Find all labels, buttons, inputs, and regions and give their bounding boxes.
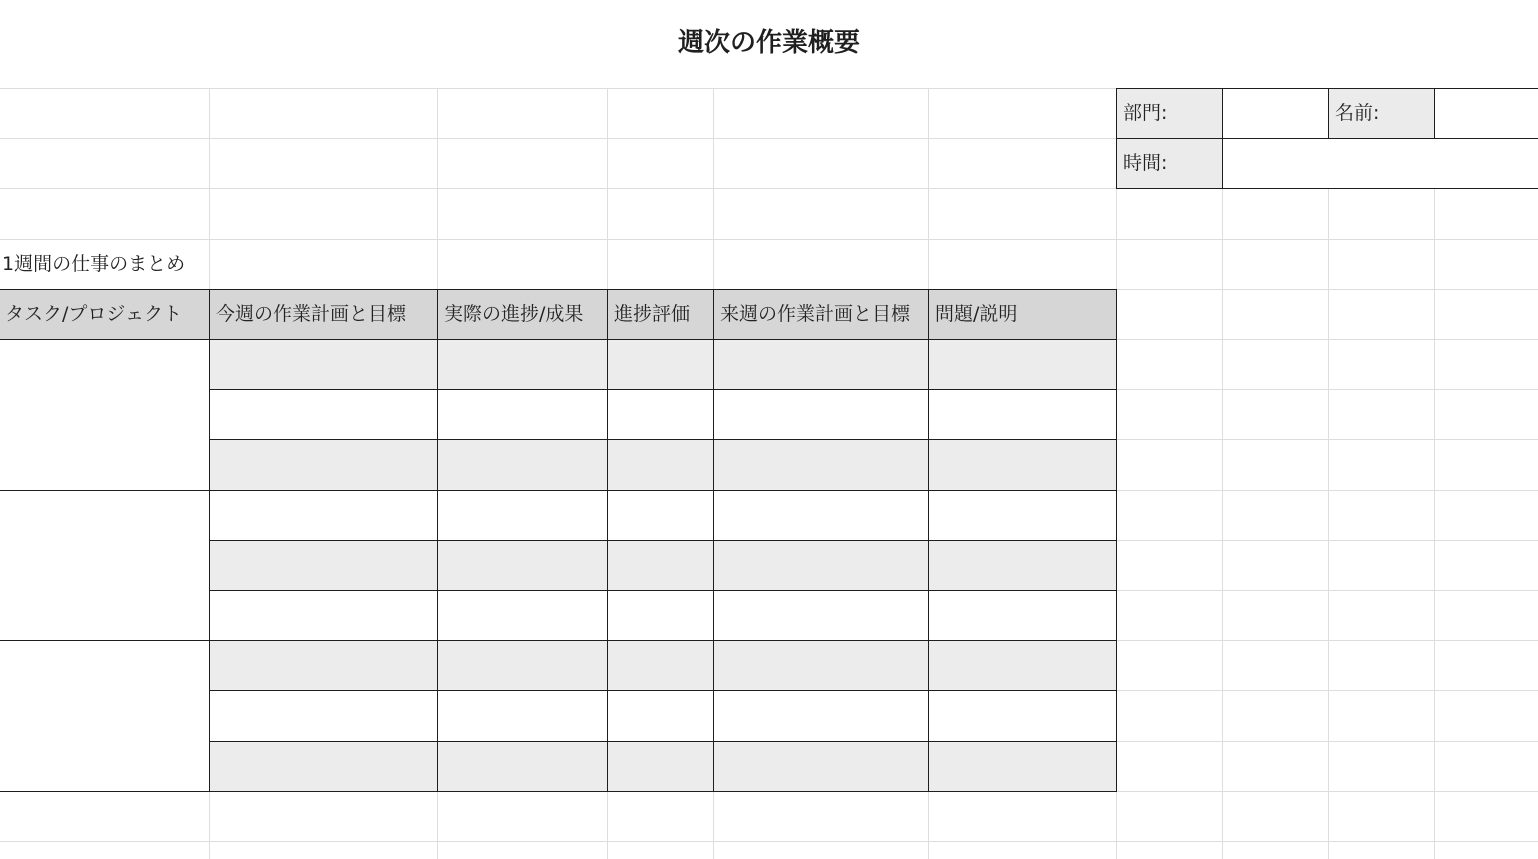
table-cell[interactable] [928,590,1117,641]
table-cell[interactable] [607,439,714,491]
task-cell[interactable] [0,490,210,641]
table-cell[interactable] [607,640,714,691]
grid-column-line [1434,88,1435,859]
task-cell[interactable] [0,339,210,491]
table-cell[interactable] [437,339,608,390]
task-cell[interactable] [0,640,210,792]
column-header: タスク/プロジェクト [0,289,210,340]
column-header: 進捗評価 [607,289,714,340]
grid-column-line [1222,88,1223,859]
table-cell[interactable] [713,490,929,541]
table-cell[interactable] [713,339,929,390]
grid-column-line [1328,88,1329,859]
table-cell[interactable] [928,640,1117,691]
table-cell[interactable] [713,540,929,591]
table-cell[interactable] [209,590,438,641]
table-cell[interactable] [713,590,929,641]
column-header: 来週の作業計画と目標 [713,289,929,340]
table-cell[interactable] [437,690,608,742]
table-cell[interactable] [928,690,1117,742]
name-label: 名前: [1328,88,1435,139]
table-cell[interactable] [713,389,929,440]
table-cell[interactable] [607,540,714,591]
grid-row-line [0,841,1538,842]
name-field[interactable] [1434,88,1538,139]
department-label: 部門: [1116,88,1223,139]
table-cell[interactable] [209,339,438,390]
table-cell[interactable] [437,389,608,440]
table-cell[interactable] [209,389,438,440]
table-cell[interactable] [607,590,714,641]
table-cell[interactable] [928,339,1117,390]
table-cell[interactable] [437,540,608,591]
table-cell[interactable] [209,439,438,491]
column-header: 今週の作業計画と目標 [209,289,438,340]
table-cell[interactable] [437,590,608,641]
table-cell[interactable] [928,490,1117,541]
table-cell[interactable] [209,490,438,541]
table-cell[interactable] [713,690,929,742]
table-cell[interactable] [607,741,714,792]
table-cell[interactable] [437,640,608,691]
table-cell[interactable] [928,741,1117,792]
table-cell[interactable] [713,439,929,491]
table-cell[interactable] [209,690,438,742]
table-cell[interactable] [209,540,438,591]
table-cell[interactable] [437,439,608,491]
table-cell[interactable] [713,741,929,792]
department-field[interactable] [1222,88,1329,139]
table-cell[interactable] [928,439,1117,491]
sheet-title: 週次の作業概要 [677,28,860,58]
table-cell[interactable] [607,389,714,440]
table-cell[interactable] [928,389,1117,440]
grid-row-line [0,239,1538,240]
section-label: 1週間の仕事のまとめ [2,253,186,275]
table-cell[interactable] [607,339,714,390]
column-header: 問題/説明 [928,289,1117,340]
table-cell[interactable] [437,490,608,541]
table-cell[interactable] [209,640,438,691]
table-cell[interactable] [209,741,438,792]
column-header: 実際の進捗/成果 [437,289,608,340]
table-cell[interactable] [437,741,608,792]
period-field[interactable] [1222,138,1538,189]
table-cell[interactable] [607,490,714,541]
period-label: 時間: [1116,138,1223,189]
table-cell[interactable] [713,640,929,691]
table-cell[interactable] [607,690,714,742]
table-cell[interactable] [928,540,1117,591]
